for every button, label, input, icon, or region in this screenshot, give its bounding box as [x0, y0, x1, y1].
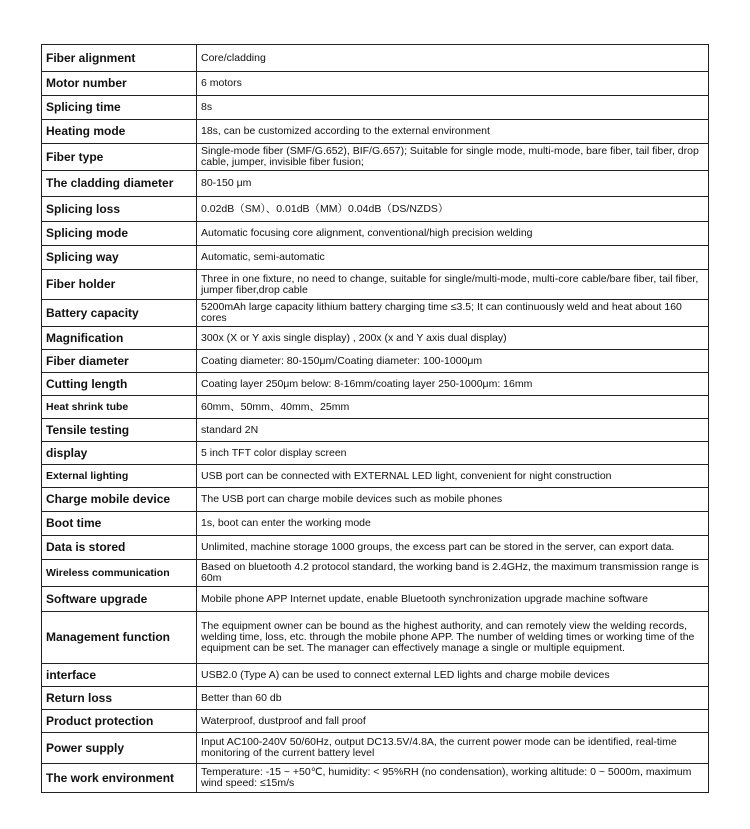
row-label: Heating mode — [42, 120, 197, 144]
row-label: Return loss — [42, 687, 197, 710]
row-value: 60mm、50mm、40mm、25mm — [197, 396, 709, 419]
row-label: External lighting — [42, 465, 197, 488]
row-value: Single-mode fiber (SMF/G.652), BIF/G.657); Suitable for single mode, multi-mode, bare fiber, tail fiber, drop cable, jumper, invisible fiber fusion; — [197, 144, 709, 171]
row-value: Core/cladding — [197, 45, 709, 72]
row-value: Temperature: -15 ~ +50℃, humidity: < 95%RH (no condensation), working altitude: 0 ~ 5000m, maximum wind speed: ≤15m/s — [197, 764, 709, 793]
table-row — [42, 300, 709, 327]
row-label: Data is stored — [42, 536, 197, 560]
row-value: 18s, can be customized according to the external environment — [197, 120, 709, 144]
row-label: Fiber holder — [42, 270, 197, 300]
row-value: Coating diameter: 80-150μm/Coating diameter: 100-1000μm — [197, 350, 709, 373]
row-value: 300x (X or Y axis single display) , 200x (x and Y axis dual display) — [197, 327, 709, 350]
row-value: Based on bluetooth 4.2 protocol standard, the working band is 2.4GHz, the maximum transmission range is 60m — [197, 560, 709, 587]
row-value: 6 motors — [197, 72, 709, 96]
table-row — [42, 396, 709, 419]
row-label: Product protection — [42, 710, 197, 733]
row-value: USB2.0 (Type A) can be used to connect external LED lights and charge mobile devices — [197, 664, 709, 687]
table-row — [42, 612, 709, 664]
row-value: 0.02dB（SM）、0.01dB（MM）0.04dB（DS/NZDS） — [197, 197, 709, 222]
table-row — [42, 327, 709, 350]
row-value: Unlimited, machine storage 1000 groups, the excess part can be stored in the server, can export data. — [197, 536, 709, 560]
table-row — [42, 350, 709, 373]
table-row — [42, 560, 709, 587]
table-row — [42, 197, 709, 222]
row-value: standard 2N — [197, 419, 709, 442]
row-value: Automatic, semi-automatic — [197, 246, 709, 270]
table-row — [42, 512, 709, 536]
row-value: The USB port can charge mobile devices such as mobile phones — [197, 488, 709, 512]
table-row — [42, 664, 709, 687]
row-label: The cladding diameter — [42, 171, 197, 197]
row-label: Power supply — [42, 733, 197, 764]
row-label: Boot time — [42, 512, 197, 536]
table-row — [42, 373, 709, 396]
row-value: USB port can be connected with EXTERNAL LED light, convenient for night construction — [197, 465, 709, 488]
table-row — [42, 72, 709, 96]
table-row — [42, 733, 709, 764]
row-label: Charge mobile device — [42, 488, 197, 512]
row-value: The equipment owner can be bound as the highest authority, and can remotely view the welding records, welding time, loss, etc. through the mobile phone APP. The number of welding times or working time of the equipment can be set. The manager can effectively manage a single or multiple equipment. — [197, 612, 709, 664]
row-value: Waterproof, dustproof and fall proof — [197, 710, 709, 733]
row-label: Splicing loss — [42, 197, 197, 222]
table-row — [42, 270, 709, 300]
spec-table — [41, 44, 709, 793]
table-row — [42, 687, 709, 710]
row-label: Battery capacity — [42, 300, 197, 327]
row-value: Coating layer 250μm below: 8-16mm/coating layer 250-1000μm: 16mm — [197, 373, 709, 396]
table-row — [42, 536, 709, 560]
row-value: 5200mAh large capacity lithium battery charging time ≤3.5; It can continuously weld and heat about 160 cores — [197, 300, 709, 327]
row-label: Splicing mode — [42, 222, 197, 246]
row-label: The work environment — [42, 764, 197, 793]
row-label: Heat shrink tube — [42, 396, 197, 419]
row-value: Automatic focusing core alignment, conventional/high precision welding — [197, 222, 709, 246]
table-row — [42, 144, 709, 171]
table-row — [42, 710, 709, 733]
table-row — [42, 45, 709, 72]
row-label: interface — [42, 664, 197, 687]
row-value: 8s — [197, 96, 709, 120]
table-row — [42, 488, 709, 512]
row-value: Three in one fixture, no need to change, suitable for single/multi-mode, multi-core cable/bare fiber, tail fiber, jumper fiber,drop cable — [197, 270, 709, 300]
row-label: Fiber alignment — [42, 45, 197, 72]
row-label: Motor number — [42, 72, 197, 96]
row-label: Management function — [42, 612, 197, 664]
row-label: Wireless communication — [42, 560, 197, 587]
table-row — [42, 764, 709, 793]
table-row — [42, 587, 709, 612]
table-row — [42, 96, 709, 120]
table-row — [42, 442, 709, 465]
row-label: Tensile testing — [42, 419, 197, 442]
table-row — [42, 419, 709, 442]
row-label: Fiber type — [42, 144, 197, 171]
row-label: Fiber diameter — [42, 350, 197, 373]
table-row — [42, 465, 709, 488]
row-label: Software upgrade — [42, 587, 197, 612]
table-row — [42, 171, 709, 197]
row-label: Cutting length — [42, 373, 197, 396]
row-label: Splicing way — [42, 246, 197, 270]
row-value: Input AC100-240V 50/60Hz, output DC13.5V/4.8A, the current power mode can be identified, real-time monitoring of the current battery level — [197, 733, 709, 764]
row-label: Splicing time — [42, 96, 197, 120]
table-row — [42, 222, 709, 246]
row-value: Better than 60 db — [197, 687, 709, 710]
row-value: 1s, boot can enter the working mode — [197, 512, 709, 536]
row-label: display — [42, 442, 197, 465]
row-value: 5 inch TFT color display screen — [197, 442, 709, 465]
row-value: Mobile phone APP Internet update, enable Bluetooth synchronization upgrade machine software — [197, 587, 709, 612]
row-value: 80-150 μm — [197, 171, 709, 197]
row-label: Magnification — [42, 327, 197, 350]
table-row — [42, 246, 709, 270]
table-row — [42, 120, 709, 144]
